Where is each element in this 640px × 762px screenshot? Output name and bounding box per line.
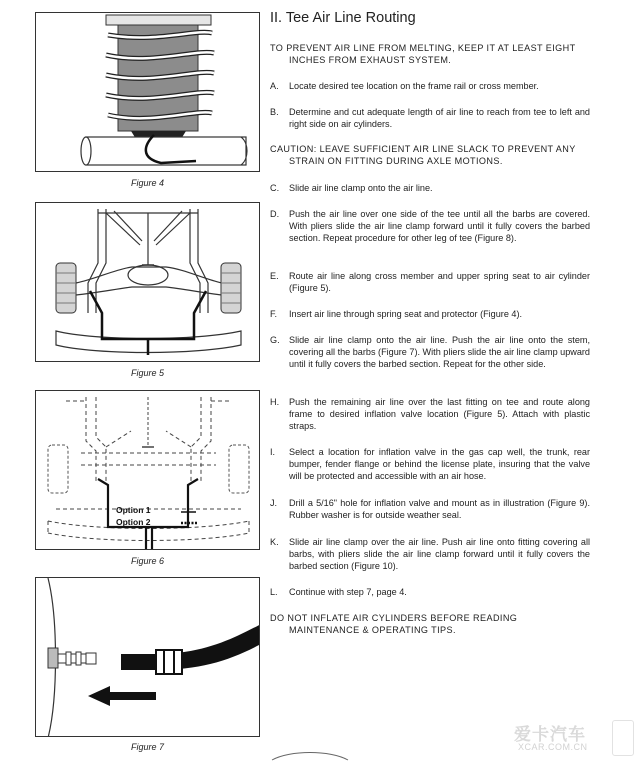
step-c-letter: C. [270,183,280,193]
figure-4-caption: Figure 4 [130,178,165,188]
step-j [270,497,590,521]
watermark-seal-icon [612,720,634,756]
step-i-letter: I. [270,447,276,457]
step-j-text: Drill a 5/16" hole for inflation valve and mount as in illustration (Figure 9). Rubber washer is for outside weather seal. [289,498,590,521]
step-h-text: Push the remaining air line over the last fitting on tee and route along frame to desired inflation valve location (Figure 5). Attach with plastic straps. [289,397,590,432]
step-c [270,182,590,194]
figure-7-illustration [35,577,260,737]
page-arc-decoration [270,750,350,762]
melting-warning: TO PREVENT AIR LINE FROM MELTING, KEEP IT AT LEAST EIGHT INCHES FROM EXHAUST SYSTEM. [270,43,576,66]
step-f-letter: F. [270,309,278,319]
step-i [270,446,590,483]
step-d-text: Push the air line over one side of the tee until all the barbs are covered. With pliers slide the air line clamp forward until it fully covers the barbed section. Repeat procedure for other leg of tee (Figure 8). [289,209,590,244]
step-l [270,586,590,598]
step-g-text: Slide air line clamp onto the air line. Push the air line onto the stem, covering all the barbs (Figure 7). With pliers slide the air line clamp upward until it fully covers the barbed section. Repeat for the other side. [289,335,590,370]
step-d-letter: D. [270,209,280,219]
step-c-text: Slide air line clamp onto the air line. [289,183,433,193]
figure-5-caption: Figure 5 [130,368,165,378]
watermark-main-text: 爱卡汽车 [514,725,586,744]
step-e-letter: E. [270,271,279,281]
step-h-letter: H. [270,397,280,407]
step-a-text: Locate desired tee location on the frame rail or cross member. [289,81,539,91]
step-f-text: Insert air line through spring seat and protector (Figure 4). [289,309,523,319]
step-g-letter: G. [270,335,280,345]
step-e-text: Route air line along cross member and upper spring seat to air cylinder (Figure 5). [289,271,590,294]
step-k-text: Slide air line clamp over the air line. Push air line onto fitting covering all barbs, with pliers slide the air line clamp forward until it fully covers the barbed section (Figure 10). [289,537,590,572]
step-e [270,270,590,294]
option-1-label: Option 1 [116,505,151,515]
step-i-text: Select a location for inflation valve in the gas cap well, the trunk, rear bumper, fender flange or behind the license plate, insuring that the valve will be protected and accessible with an air hose. [289,447,590,482]
inflate-warning: DO NOT INFLATE AIR CYLINDERS BEFORE READING MAINTENANCE & OPERATING TIPS. [270,613,518,636]
option-2-label: Option 2 [116,517,151,527]
step-a-letter: A. [270,81,279,91]
section-title: II. Tee Air Line Routing [270,10,416,26]
step-a [270,80,590,92]
figure-6-illustration [35,390,260,550]
step-k [270,536,590,573]
watermark-sub-text: XCAR.COM.CN [518,742,588,752]
step-k-letter: K. [270,537,279,547]
step-g [270,334,590,371]
figure-4-illustration [35,12,260,172]
step-b-text: Determine and cut adequate length of air line to reach from tee to left and right side on air cylinders. [289,107,590,130]
step-l-letter: L. [270,587,278,597]
step-b [270,106,590,130]
step-l-text: Continue with step 7, page 4. [289,587,407,597]
step-d [270,208,590,245]
figure-7-caption: Figure 7 [130,742,165,752]
figure-5-illustration [35,202,260,362]
figure-6-caption: Figure 6 [130,556,165,566]
instructions-column [270,42,590,652]
step-j-letter: J. [270,498,278,508]
step-f [270,308,590,320]
caution-note: CAUTION: LEAVE SUFFICIENT AIR LINE SLACK TO PREVENT ANY STRAIN ON FITTING DURING AXLE MOTIONS. [270,144,576,167]
step-b-letter: B. [270,107,279,117]
step-h [270,396,590,433]
site-watermark [508,718,638,760]
